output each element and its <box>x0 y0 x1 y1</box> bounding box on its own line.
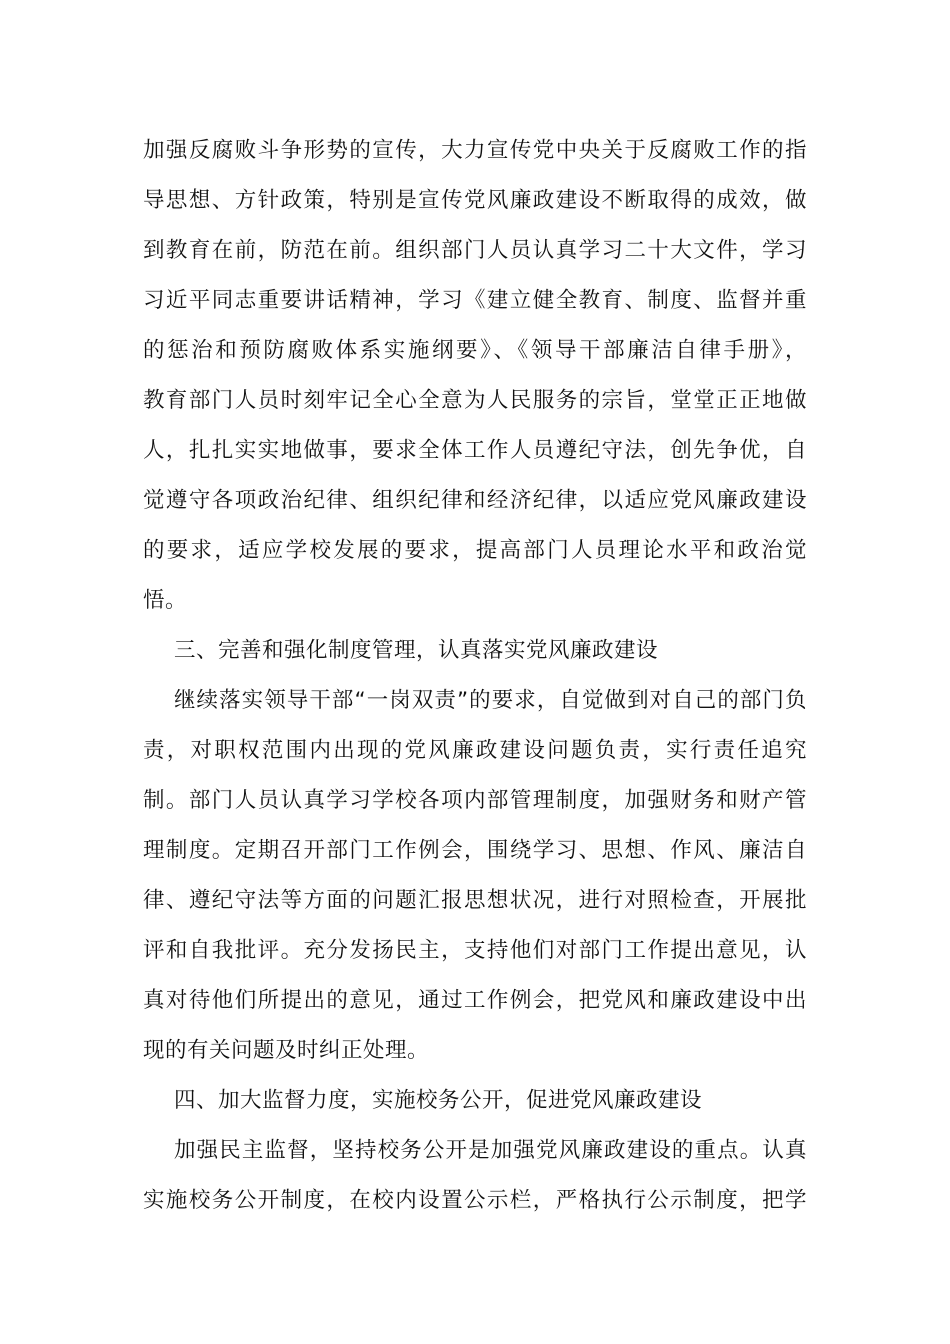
text-line: 导思想、方针政策，特别是宣传党风廉政建设不断取得的成效，做 <box>143 188 807 213</box>
text-line: 三、完善和强化制度管理，认真落实党风廉政建设 <box>174 638 659 663</box>
text-line: 人，扎扎实实地做事，要求全体工作人员遵纪守法，创先争优，自 <box>143 438 807 463</box>
text-line: 觉遵守各项政治纪律、组织纪律和经济纪律，以适应党风廉政建设 <box>143 488 807 513</box>
text-line: 现的有关问题及时纠正处理。 <box>143 1038 430 1063</box>
text-line: 加强民主监督，坚持校务公开是加强党风廉政建设的重点。认真 <box>174 1138 807 1163</box>
text-line: 到教育在前，防范在前。组织部门人员认真学习二十大文件，学习 <box>143 238 807 263</box>
text-line: 加强反腐败斗争形势的宣传，大力宣传党中央关于反腐败工作的指 <box>143 138 807 163</box>
text-line: 四、加大监督力度，实施校务公开，促进党风廉政建设 <box>174 1088 703 1113</box>
text-line: 律、遵纪守法等方面的问题汇报思想状况，进行对照检查，开展批 <box>143 888 807 913</box>
text-line: 悟。 <box>143 588 188 613</box>
text-line: 评和自我批评。充分发扬民主，支持他们对部门工作提出意见，认 <box>143 938 807 963</box>
text-line: 的惩治和预防腐败体系实施纲要》、《领导干部廉洁自律手册》， <box>143 338 807 363</box>
text-line: 真对待他们所提出的意见，通过工作例会，把党风和廉政建设中出 <box>143 988 807 1013</box>
text-line: 继续落实领导干部“一岗双责”的要求，自觉做到对自己的部门负 <box>174 688 807 713</box>
text-line: 的要求，适应学校发展的要求，提高部门人员理论水平和政治觉 <box>143 538 807 563</box>
text-line: 责，对职权范围内出现的党风廉政建设问题负责，实行责任追究 <box>143 738 807 763</box>
text-line: 理制度。定期召开部门工作例会，围绕学习、思想、作风、廉洁自 <box>143 838 807 863</box>
document-body <box>143 126 807 1226</box>
text-line: 制。部门人员认真学习学校各项内部管理制度，加强财务和财产管 <box>143 788 807 813</box>
text-line: 实施校务公开制度，在校内设置公示栏，严格执行公示制度，把学 <box>143 1188 807 1213</box>
text-line: 习近平同志重要讲话精神，学习《建立健全教育、制度、监督并重 <box>143 288 807 313</box>
text-line: 教育部门人员时刻牢记全心全意为人民服务的宗旨，堂堂正正地做 <box>143 388 807 413</box>
